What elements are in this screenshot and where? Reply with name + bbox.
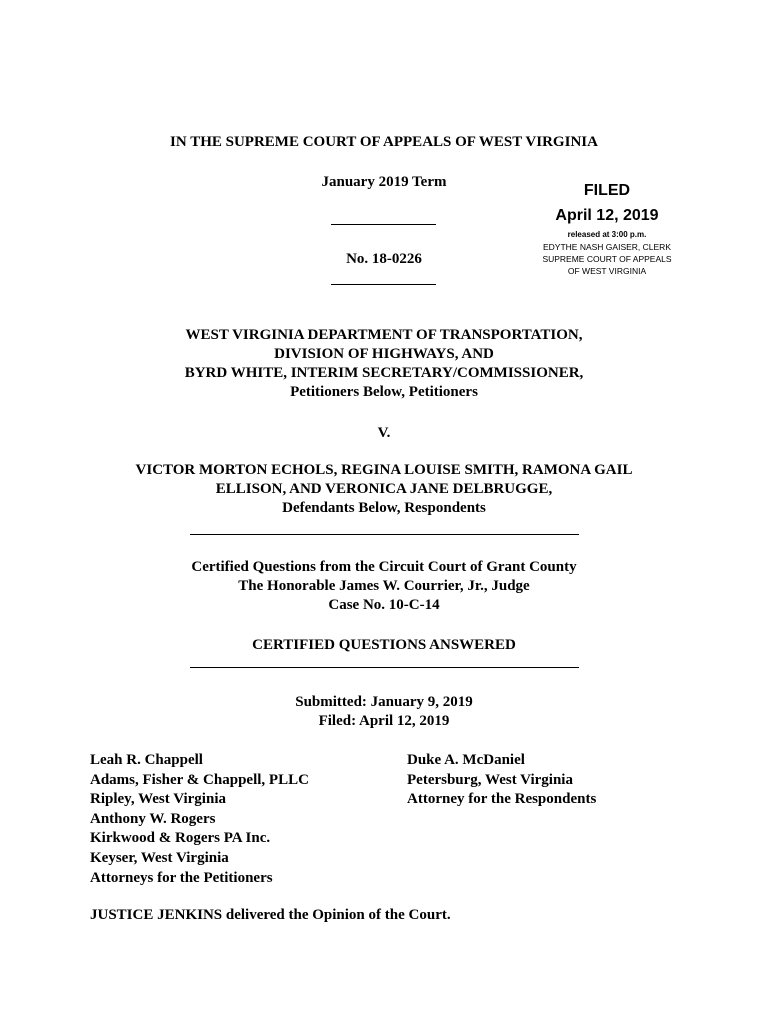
counsel-petitioners-line: Anthony W. Rogers	[90, 810, 216, 827]
counsel-respondents-line: Attorney for the Respondents	[407, 791, 597, 808]
rule-after-disposition	[190, 667, 579, 668]
petitioners-line-3: BYRD WHITE, INTERIM SECRETARY/COMMISSIONER,	[184, 365, 584, 381]
counsel-petitioners	[90, 751, 309, 888]
court-title: IN THE SUPREME COURT OF APPEALS OF WEST VIRGINIA	[170, 134, 598, 150]
respondents-block	[0, 461, 768, 518]
clerk-line-3: OF WEST VIRGINIA	[567, 266, 647, 276]
dates-block	[0, 693, 768, 731]
certified-line-2: The Honorable James W. Courrier, Jr., Judge	[238, 578, 530, 594]
clerk-line-2: SUPREME COURT OF APPEALS	[542, 254, 672, 264]
counsel-respondents-line: Duke A. McDaniel	[407, 752, 525, 768]
petitioners-line-1: WEST VIRGINIA DEPARTMENT OF TRANSPORTATION,	[185, 327, 583, 343]
respondents-line-3: Defendants Below, Respondents	[282, 500, 486, 516]
term: January 2019 Term	[321, 174, 447, 190]
submitted-date: Submitted: January 9, 2019	[295, 694, 473, 710]
counsel-petitioners-line: Kirkwood & Rogers PA Inc.	[90, 830, 271, 847]
counsel-petitioners-line: Adams, Fisher & Chappell, PLLC	[90, 771, 309, 788]
filed-date-line: Filed: April 12, 2019	[318, 713, 450, 729]
petitioners-block	[0, 326, 768, 402]
counsel-petitioners-line: Ripley, West Virginia	[90, 791, 226, 808]
counsel-petitioners-line: Leah R. Chappell	[90, 752, 203, 768]
certified-block	[0, 558, 768, 615]
opinion-delivery-line: JUSTICE JENKINS delivered the Opinion of the Court.	[90, 907, 451, 923]
counsel-respondents-line: Petersburg, West Virginia	[407, 771, 573, 788]
filed-stamp	[512, 181, 702, 277]
versus: V.	[377, 425, 391, 441]
filed-label: FILED	[583, 182, 631, 199]
filed-date: April 12, 2019	[555, 207, 659, 224]
rule-after-respondents	[190, 534, 579, 535]
docket-number: No. 18-0226	[346, 251, 422, 267]
petitioners-line-2: DIVISION OF HIGHWAYS, AND	[274, 346, 494, 362]
counsel-petitioners-line: Keyser, West Virginia	[90, 849, 229, 866]
clerk-line-1: EDYTHE NASH GAISER, CLERK	[542, 242, 671, 252]
respondents-line-2: ELLISON, AND VERONICA JANE DELBRUGGE,	[215, 481, 553, 497]
petitioners-line-4: Petitioners Below, Petitioners	[290, 384, 478, 400]
respondents-line-1: VICTOR MORTON ECHOLS, REGINA LOUISE SMITH, RAMONA GAIL	[135, 462, 633, 478]
certified-line-1: Certified Questions from the Circuit Court of Grant County	[191, 559, 577, 575]
released-time: released at 3:00 p.m.	[567, 230, 647, 239]
rule-above-docket	[331, 224, 436, 225]
certified-line-3: Case No. 10-C-14	[328, 597, 440, 613]
rule-below-docket	[331, 284, 436, 285]
disposition: CERTIFIED QUESTIONS ANSWERED	[252, 637, 516, 653]
counsel-respondents	[407, 751, 596, 810]
counsel-petitioners-line: Attorneys for the Petitioners	[90, 869, 273, 886]
